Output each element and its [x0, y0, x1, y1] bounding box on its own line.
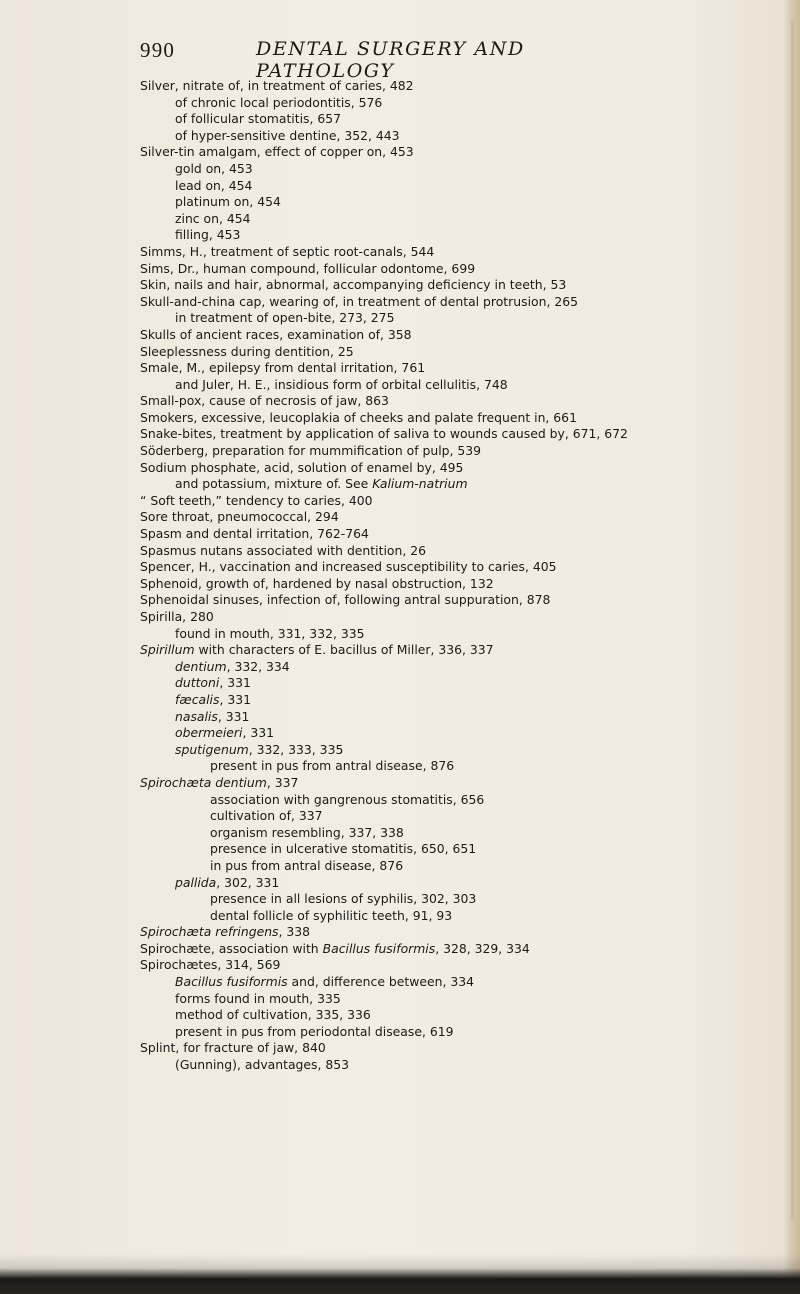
entry-text: , 331 [217, 708, 250, 724]
running-title: DENTAL SURGERY AND PATHOLOGY [256, 38, 525, 82]
index-entry [140, 310, 780, 327]
italic-term: obermeieri [175, 725, 243, 741]
index-entry [140, 543, 780, 560]
entry-text: present in pus from periodontal disease, 619 [175, 1023, 454, 1039]
index-entry [140, 792, 780, 809]
entry-text: (Gunning), advantages, 853 [175, 1057, 350, 1073]
index-entry [140, 924, 780, 941]
entry-text: , 337 [266, 774, 299, 790]
index-entry [140, 758, 780, 775]
italic-term: Spirochæta dentium [140, 774, 267, 790]
index-entry [140, 178, 780, 195]
entry-text: Spirochæte, association with [140, 940, 323, 956]
italic-term: sputigenum [175, 741, 249, 757]
index-entry [140, 95, 780, 112]
entry-text: Silver, nitrate of, in treatment of caries, 482 [140, 78, 414, 93]
index-entry [140, 509, 780, 526]
index-entry [140, 277, 780, 294]
index-entry [140, 692, 780, 709]
index-entry [140, 410, 780, 427]
entry-text: “ Soft teeth,” tendency to caries, 400 [140, 492, 373, 508]
index-entry [140, 1057, 780, 1074]
entry-text: Spasmus nutans associated with dentition, 26 [140, 542, 426, 558]
running-header [140, 38, 660, 82]
scan-bottom-edge [0, 1254, 800, 1294]
entry-text: dental follicle of syphilitic teeth, 91, 93 [210, 907, 453, 923]
entry-text: , 332, 334 [226, 658, 290, 674]
index-entry [140, 841, 780, 858]
entry-text: Spencer, H., vaccination and increased susceptibility to caries, 405 [140, 559, 557, 575]
entry-text: presence in all lesions of syphilis, 302, 303 [210, 891, 477, 907]
entry-text: Spasm and dental irritation, 762-764 [140, 526, 369, 542]
entry-text: of chronic local periodontitis, 576 [175, 94, 383, 110]
entry-text: present in pus from antral disease, 876 [210, 758, 455, 774]
index-entry [140, 725, 780, 742]
entry-text: , 328, 329, 334 [435, 940, 530, 956]
entry-text: Sleeplessness during dentition, 25 [140, 343, 354, 359]
entry-text: and, difference between, 334 [287, 974, 474, 990]
entry-text: Small-pox, cause of necrosis of jaw, 863 [140, 393, 389, 409]
index-entry [140, 609, 780, 626]
index-entry [140, 78, 780, 95]
entry-text: Smokers, excessive, leucoplakia of cheeks and palate frequent in, 661 [140, 409, 577, 425]
italic-term: Bacillus fusiformis [175, 974, 288, 990]
index-entry [140, 941, 780, 958]
entry-text: association with gangrenous stomatitis, 656 [210, 791, 485, 807]
index-entry [140, 161, 780, 178]
index-entry [140, 626, 780, 643]
index-entry [140, 808, 780, 825]
index-entry [140, 526, 780, 543]
index-entry [140, 227, 780, 244]
entry-text: Söderberg, preparation for mummification of pulp, 539 [140, 443, 482, 459]
index-entry [140, 709, 780, 726]
entry-text: zinc on, 454 [175, 210, 251, 226]
entry-text: Skull-and-china cap, wearing of, in treatment of dental protrusion, 265 [140, 293, 578, 309]
index-entry [140, 858, 780, 875]
index-entry [140, 891, 780, 908]
entry-text: Sphenoid, growth of, hardened by nasal obstruction, 132 [140, 575, 494, 591]
italic-term: fæcalis [175, 691, 220, 707]
italic-term: Kalium-natrium [372, 476, 468, 492]
index-entry [140, 128, 780, 145]
entry-text: Skin, nails and hair, abnormal, accompanying deficiency in teeth, 53 [140, 277, 567, 293]
italic-term: pallida [175, 874, 217, 890]
entry-text: Sphenoidal sinuses, infection of, following antral suppuration, 878 [140, 592, 551, 608]
italic-term: Bacillus fusiformis [322, 940, 436, 956]
index-entry [140, 875, 780, 892]
index-entry [140, 675, 780, 692]
index-entry [140, 742, 780, 759]
index-entry [140, 825, 780, 842]
entry-text: forms found in mouth, 335 [175, 990, 341, 1006]
entry-text: filling, 453 [175, 227, 241, 243]
italic-term: nasalis [175, 708, 218, 724]
entry-text: , 332, 333, 335 [248, 741, 344, 757]
index-entry [140, 559, 780, 576]
entry-text: gold on, 453 [175, 160, 253, 176]
entry-text: lead on, 454 [175, 177, 253, 193]
entry-text: Spirilla, 280 [140, 609, 214, 624]
index-entry [140, 576, 780, 593]
index-entry [140, 1007, 780, 1024]
entry-text: Sims, Dr., human compound, follicular odontome, 699 [140, 260, 476, 276]
entry-text: , 338 [278, 924, 311, 940]
entry-text: method of cultivation, 335, 336 [175, 1007, 371, 1023]
index-entry [140, 426, 780, 443]
italic-term: duttoni [175, 675, 220, 691]
index-entry [140, 974, 780, 991]
entry-text: cultivation of, 337 [210, 808, 323, 824]
index-entry [140, 957, 780, 974]
index-entry [140, 261, 780, 278]
entry-text: Snake-bites, treatment by application of saliva to wounds caused by, 671, 672 [140, 426, 628, 442]
index-entry [140, 393, 780, 410]
entry-text: of hyper-sensitive dentine, 352, 443 [175, 127, 400, 143]
index-entry [140, 659, 780, 676]
binding-shadow [791, 20, 794, 1220]
italic-term: Spirochæta refringens [140, 924, 279, 940]
entry-text: , 331 [219, 691, 251, 707]
entry-text: and Juler, H. E., insidious form of orbital cellulitis, 748 [175, 376, 508, 392]
index-entry [140, 327, 780, 344]
index-entry [140, 377, 780, 394]
entry-text: Spirochætes, 314, 569 [140, 957, 281, 973]
index-entry [140, 144, 780, 161]
italic-term: Spirillum [140, 642, 195, 658]
index-entry [140, 244, 780, 261]
index-entry [140, 194, 780, 211]
entry-text: of follicular stomatitis, 657 [175, 111, 342, 127]
index-entry [140, 111, 780, 128]
index-entry [140, 908, 780, 925]
entry-text: , 331 [242, 725, 274, 741]
entry-text: presence in ulcerative stomatitis, 650, 651 [210, 841, 477, 857]
entry-text: Silver-tin amalgam, effect of copper on, 453 [140, 144, 414, 160]
index-entry [140, 294, 780, 311]
index-entry [140, 344, 780, 361]
entry-text: in pus from antral disease, 876 [210, 857, 404, 873]
page-number: 990 [140, 38, 176, 62]
entry-text: Smale, M., epilepsy from dental irritation, 761 [140, 360, 426, 376]
index-entry [140, 443, 780, 460]
entry-text: with characters of E. bacillus of Miller, 336, 337 [194, 642, 494, 658]
index-entry [140, 493, 780, 510]
index-entries [140, 78, 780, 1074]
entry-text: organism resembling, 337, 338 [210, 824, 404, 840]
entry-text: Simms, H., treatment of septic root-canals, 544 [140, 243, 435, 259]
index-entry [140, 211, 780, 228]
entry-text: in treatment of open-bite, 273, 275 [175, 310, 395, 326]
index-entry [140, 642, 780, 659]
entry-text: , 331 [219, 675, 251, 691]
index-entry [140, 360, 780, 377]
entry-text: Skulls of ancient races, examination of, 358 [140, 326, 412, 342]
index-entry [140, 991, 780, 1008]
entry-text: found in mouth, 331, 332, 335 [175, 625, 365, 641]
index-entry [140, 1040, 780, 1057]
index-entry [140, 592, 780, 609]
entry-text: Splint, for fracture of jaw, 840 [140, 1040, 326, 1056]
entry-text: Sore throat, pneumococcal, 294 [140, 509, 339, 525]
entry-text: , 302, 331 [216, 874, 280, 890]
index-entry [140, 476, 780, 493]
index-entry [140, 775, 780, 792]
entry-text: platinum on, 454 [175, 194, 281, 210]
index-entry [140, 1024, 780, 1041]
index-entry [140, 460, 780, 477]
italic-term: dentium [175, 658, 227, 674]
entry-text: and potassium, mixture of. See [175, 476, 373, 492]
entry-text: Sodium phosphate, acid, solution of enamel by, 495 [140, 459, 464, 475]
